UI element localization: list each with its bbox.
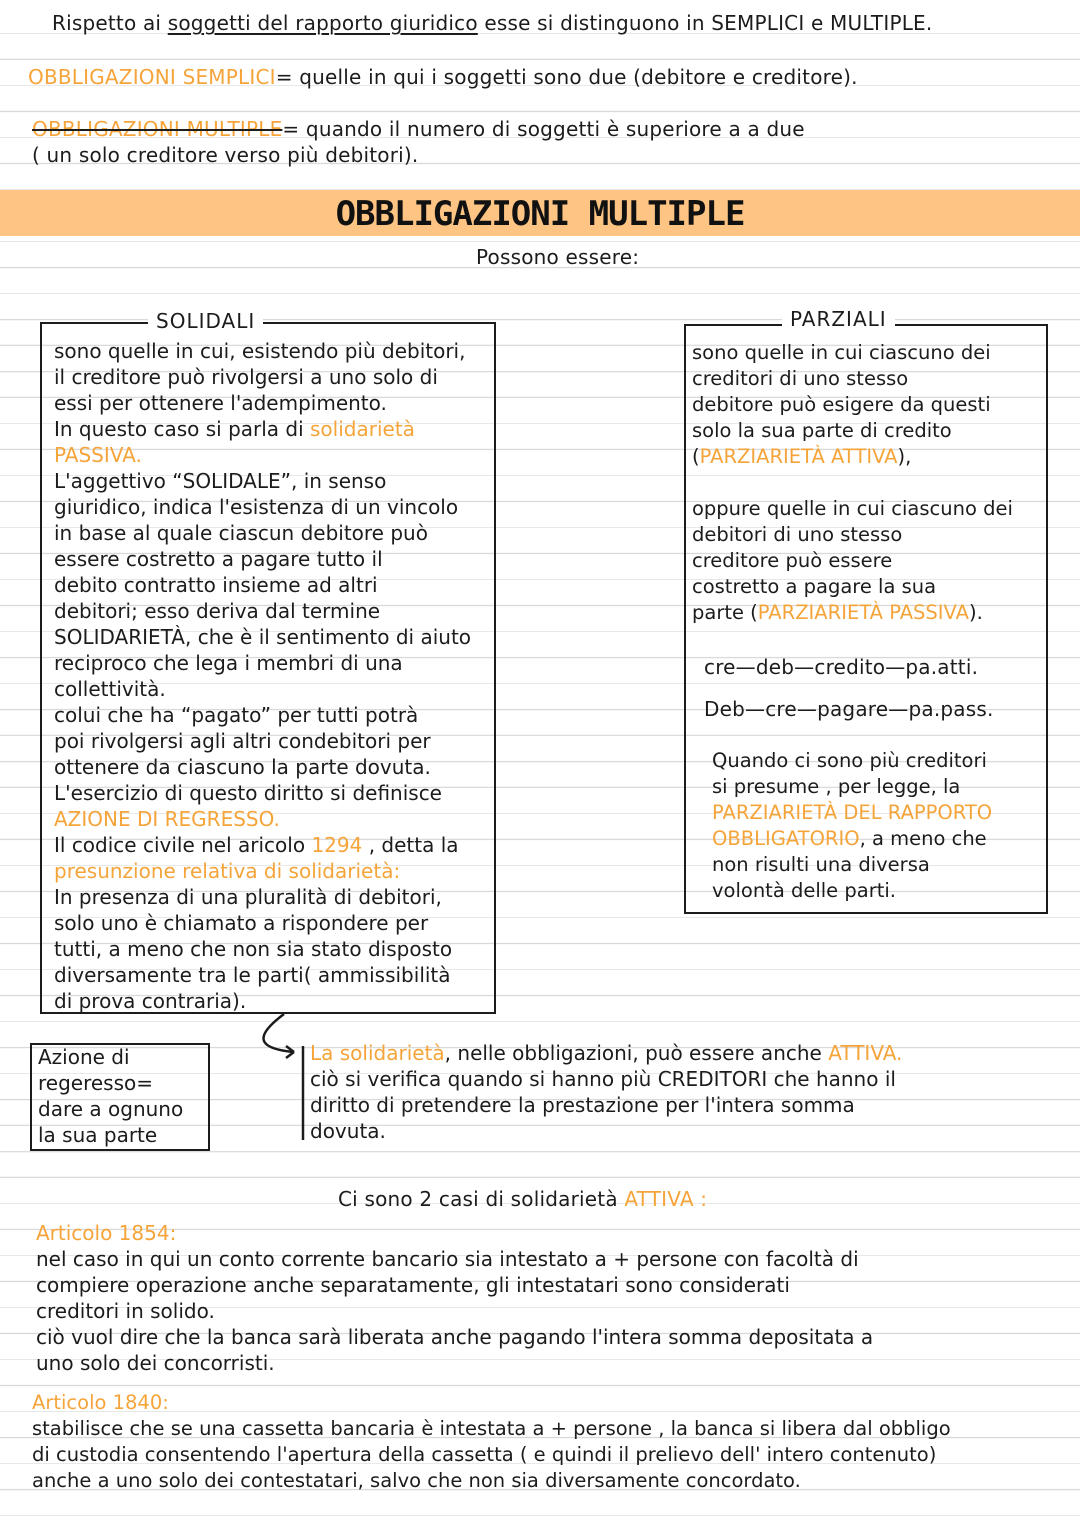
note-highlight: PARZIARIETÀ DEL RAPPORTO [712,801,993,824]
article-line: uno solo dei concorristi. [36,1351,275,1375]
parziali-line: debitori di uno stesso [692,523,903,546]
article-1854 [36,1220,873,1376]
subtitle: Possono essere: [476,245,640,269]
solidali-line: ottenere da ciascuno la parte dovuta. [54,755,431,779]
solidali-line: colui che ha “pagato” per tutti potrà [54,703,419,727]
text: Il codice civile nel aricolo [54,833,312,857]
multiple-definition-2: ( un solo creditore verso più debitori). [32,143,419,167]
solidali-highlight: AZIONE DI REGRESSO. [54,807,280,831]
casi-heading [338,1186,707,1212]
solidali-line: di prova contraria). [54,989,247,1013]
solidali-line: reciproco che lega i membri di una [54,651,403,675]
intro-line-1 [52,10,932,36]
multiple-term: OBBLIGAZIONI MULTIPLE [32,117,283,141]
highlight: OBBLIGATORIO [712,827,860,850]
highlight: ATTIVA. [828,1041,903,1065]
solidali-line: sono quelle in cui, esistendo più debitori, [54,339,466,363]
highlight: La solidarietà [310,1041,445,1065]
article-line: ciò vuol dire che la banca sarà liberata anche pagando l'intera somma depositata a [36,1325,874,1349]
solidali-line: SOLIDARIETÀ, che è il sentimento di aiuto [54,625,472,649]
semplici-term: OBBLIGAZIONI SEMPLICI [28,65,276,89]
solidali-line [54,416,471,442]
parziali-title: PARZIALI [782,308,895,330]
solidali-line: diversamente tra le parti( ammissibilità [54,963,451,987]
parziali-text [692,340,1013,626]
solidali-line: collettività. [54,677,166,701]
semplici-definition [28,64,858,90]
intro-underlined-term: soggetti del rapporto giuridico [167,11,478,35]
text: ), [897,445,912,468]
attiva-line: ciò si verifica quando si hanno più CREDITORI che hanno il [310,1067,896,1091]
text: ). [969,601,983,624]
solidali-line: giuridico, indica l'esistenza di un vincolo [54,495,459,519]
article-line: anche a uno solo dei contestatari, salvo che non sia diversamente concordato. [32,1469,801,1492]
solidali-line: poi rivolgersi agli altri condebitori per [54,729,431,753]
solidali-text [54,338,471,1014]
solidali-line: tutti, a meno che non sia stato disposto [54,937,453,961]
note-line [712,826,992,852]
article-line: creditori in solido. [36,1299,215,1323]
intro-text: Rispetto ai [52,11,168,35]
regresso-line: Azione di [38,1045,130,1069]
solidali-line: solo uno è chiamato a rispondere per [54,911,429,935]
attiva-note [310,1040,902,1144]
solidali-line: L'aggettivo “SOLIDALE”, in senso [54,469,387,493]
semplici-def: = quelle in qui i soggetti sono due (debitore e creditore). [275,65,858,89]
parziali-line: oppure quelle in cui ciascuno dei [692,497,1013,520]
solidali-line: debito contratto insieme ad altri [54,573,378,597]
attiva-line: diritto di pretendere la prestazione per l'intera somma [310,1093,855,1117]
text: ( [692,445,700,468]
page-title: OBBLIGAZIONI MULTIPLE [335,194,745,234]
text: , a meno che [859,827,987,850]
solidali-line: In presenza di una pluralità di debitori, [54,885,442,909]
regresso-line: dare a ognuno [38,1097,184,1121]
parziali-line: costretto a pagare la sua [692,575,937,598]
solidali-highlight: PASSIVA. [54,443,142,467]
highlight: solidarietà [310,417,415,441]
attiva-line [310,1040,902,1066]
regresso-text [38,1044,183,1148]
mnemonic-2: Deb—cre—pagare—pa.pass. [704,697,994,721]
intro-text-end: esse si distinguono in SEMPLICI e MULTIPLE. [477,11,933,35]
article-number: 1294 [311,833,363,857]
solidali-highlight: presunzione relativa di solidarietà: [54,859,401,883]
solidali-line: in base al quale ciascun debitore può [54,521,428,545]
highlight: PARZIARIETÀ PASSIVA [757,601,969,624]
article-line: stabilisce che se una cassetta bancaria è intestata a + persone , la banca si libera dal obbligo [32,1417,951,1440]
regresso-line: la sua parte [38,1123,158,1147]
solidali-line: il creditore può rivolgersi a uno solo di [54,365,438,389]
text: parte ( [692,601,758,624]
parziali-line: sono quelle in cui ciascuno dei [692,341,991,364]
article-title: Articolo 1840: [32,1391,169,1414]
mnemonic-1: cre—deb—credito—pa.atti. [704,655,979,679]
solidali-line: essi per ottenere l'adempimento. [54,391,387,415]
note-line: volontà delle parti. [712,879,896,902]
text: , detta la [362,833,459,857]
multiple-def: = quando il numero di soggetti è superiore a a due [282,117,805,141]
text: , nelle obbligazioni, può essere anche [444,1041,829,1065]
solidali-title: SOLIDALI [148,310,263,332]
solidali-line: L'esercizio di questo diritto si definisce [54,781,442,805]
parziali-line: creditore può essere [692,549,893,572]
parziali-line [692,600,1013,626]
solidali-line: debitori; esso deriva dal termine [54,599,381,623]
article-1840 [32,1390,951,1494]
text: In questo caso si parla di [54,417,311,441]
note-line: Quando ci sono più creditori [712,749,987,772]
parziali-line: solo la sua parte di credito [692,419,952,442]
parziali-line: creditori di uno stesso [692,367,909,390]
article-line: nel caso in qui un conto corrente bancario sia intestato a + persone con facoltà di [36,1247,859,1271]
parziali-note [712,748,992,904]
note-line: non risulti una diversa [712,853,930,876]
attiva-line: dovuta. [310,1119,386,1143]
parziali-line: debitore può esigere da questi [692,393,991,416]
multiple-definition [32,116,805,142]
solidali-line [54,832,471,858]
note-line: si presume , per legge, la [712,775,961,798]
article-title: Articolo 1854: [36,1221,177,1245]
text: Ci sono 2 casi di solidarietà [338,1187,625,1211]
parziali-line [692,444,1013,470]
highlight: ATTIVA : [624,1187,708,1211]
article-line: di custodia consentendo l'apertura della cassetta ( e quindi il prelievo dell' intero contenuto) [32,1443,937,1466]
article-line: compiere operazione anche separatamente, gli intestatari sono considerati [36,1273,790,1297]
regresso-line: regeresso= [38,1071,154,1095]
solidali-line: essere costretto a pagare tutto il [54,547,383,571]
highlight: PARZIARIETÀ ATTIVA [699,445,898,468]
